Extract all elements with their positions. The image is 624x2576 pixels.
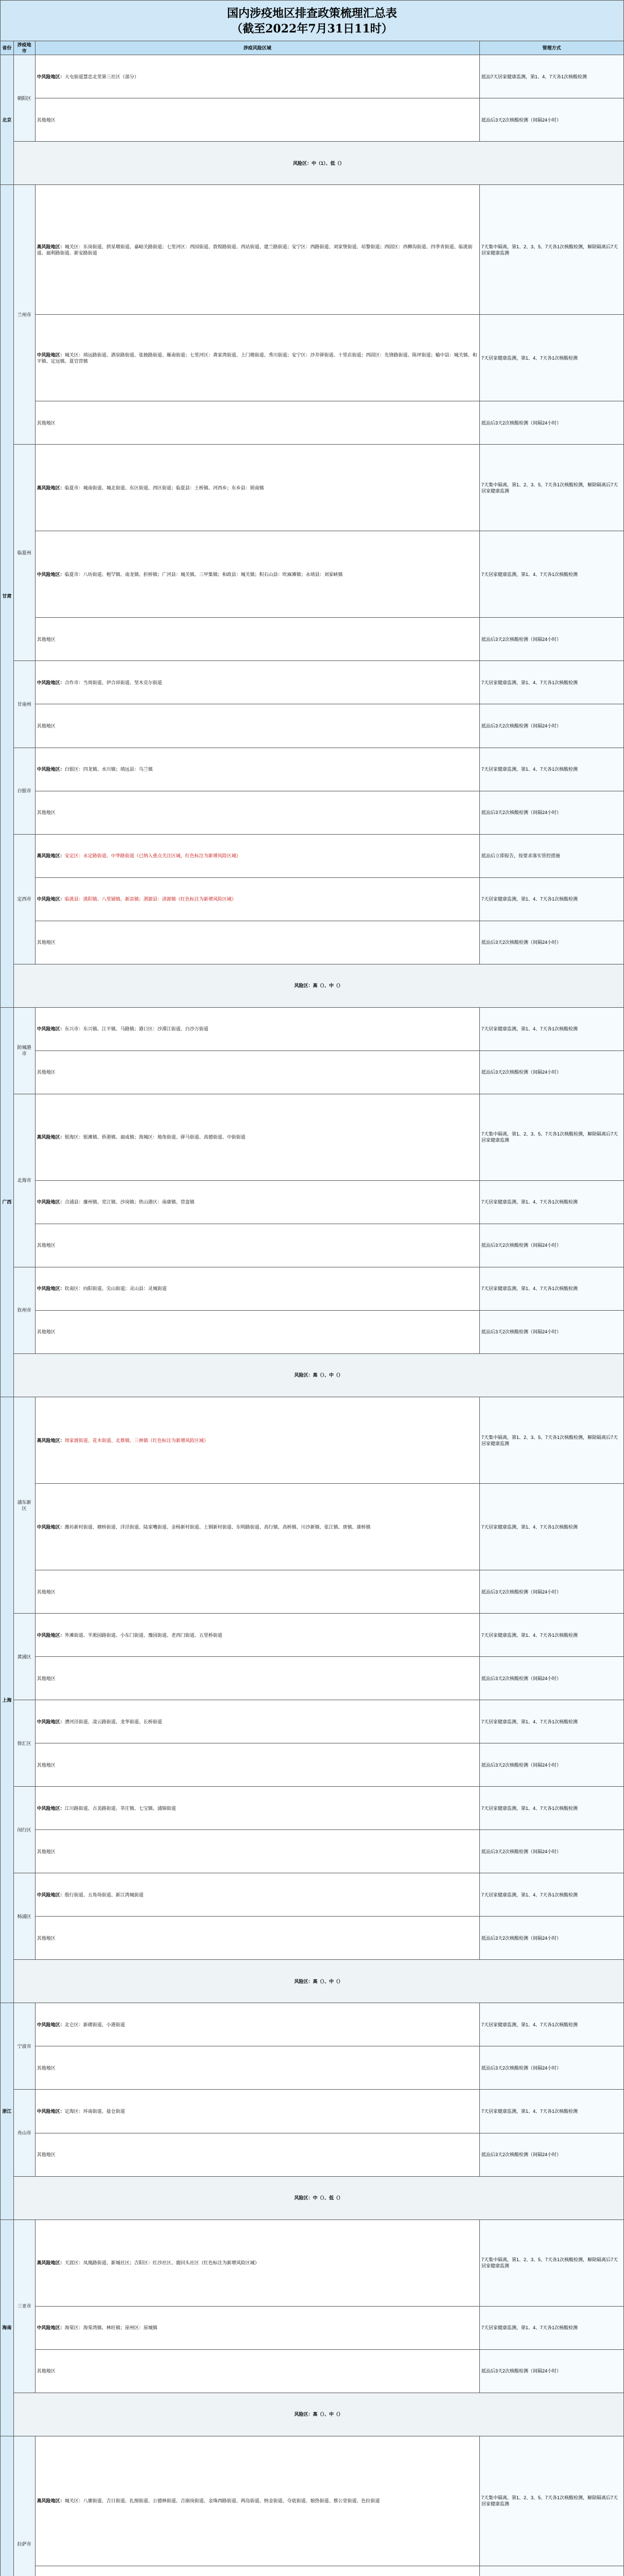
risk-area-text: 殷行街道、五角场街道、新江湾城街道	[64, 1892, 144, 1897]
table-row	[1, 315, 624, 401]
risk-level-label: 中风险地区：	[37, 571, 65, 577]
policy-cell: 7天居家健康监测，第1、4、7天各1次核酸检测	[479, 1180, 623, 1224]
risk-level-label: 中风险地区：	[37, 1026, 65, 1032]
city-cell: 兰州市	[13, 185, 35, 445]
risk-area-cell	[35, 98, 479, 142]
table-row	[1, 2046, 624, 2090]
table-row	[1, 185, 624, 315]
group-total-row	[1, 1353, 624, 1397]
risk-area-cell	[35, 2090, 479, 2133]
risk-level-label: 中风险地区：	[37, 1286, 65, 1292]
policy-cell: 7天集中隔离，第1、2、3、5、7天各1次核酸检测，解除隔离后7天居家健康监测	[479, 2436, 623, 2566]
risk-area-text: 其他地区	[37, 2368, 56, 2374]
risk-area-text: 其他地区	[37, 723, 56, 728]
risk-level-label: 中风险地区：	[37, 896, 65, 902]
title-block	[0, 0, 624, 41]
risk-area-cell	[35, 1917, 479, 1960]
risk-area-text: 其他地区	[37, 420, 56, 426]
group-total-row	[1, 2176, 624, 2219]
city-cell: 临夏州	[13, 445, 35, 661]
city-cell: 钦州市	[13, 1267, 35, 1353]
city-cell: 北海市	[13, 1094, 35, 1267]
policy-cell: 抵汕后3天2次核酸检测（间隔24小时）	[479, 921, 623, 964]
policy-cell: 抵汕后3天2次核酸检测（间隔24小时）	[479, 2046, 623, 2090]
table-body	[1, 55, 624, 2576]
risk-area-cell	[35, 1267, 479, 1310]
table-row	[1, 1787, 624, 1830]
risk-level-label: 中风险地区：	[37, 767, 65, 772]
group-total-cell: 风险区：高（）、中（）	[13, 1353, 623, 1397]
risk-area-cell	[35, 834, 479, 877]
table-row	[1, 1397, 624, 1483]
group-total-row	[1, 2393, 624, 2436]
policy-cell: 抵汕后3天2次核酸检测（间隔24小时）	[479, 2349, 623, 2393]
risk-area-text: 海棠区：海棠湾镇、林旺镇；崖州区：崖城镇	[64, 2325, 158, 2331]
table-row	[1, 921, 624, 964]
risk-area-cell	[35, 1873, 479, 1917]
city-cell: 舟山市	[13, 2090, 35, 2176]
city-cell: 甘南州	[13, 661, 35, 748]
policy-cell: 7天集中隔离，第1、2、3、5、7天各1次核酸检测，解除隔离后7天居家健康监测	[479, 2219, 623, 2306]
risk-area-cell	[35, 2133, 479, 2176]
table-row	[1, 98, 624, 142]
table-row	[1, 2133, 624, 2176]
risk-area-text: 北仑区：新碶街道、小港街道	[64, 2022, 125, 2027]
risk-area-cell	[35, 1743, 479, 1787]
province-cell: 浙江	[1, 2003, 14, 2219]
risk-area-text: 漕河泾街道、凌云路街道、龙华街道、长桥街道	[64, 1719, 162, 1724]
group-total-row	[1, 142, 624, 185]
policy-cell: 抵汕后3天2次核酸检测（间隔24小时）	[479, 791, 623, 834]
risk-area-text: 合作市：当周街道、伊合昂街道、坚木克尔街道	[64, 680, 162, 685]
risk-area-text: 临洮县：洮阳镇、八里铺镇、新添镇；渭源县：清源镇（红色标注为新增风险区域）	[64, 896, 236, 902]
risk-area-text: 城关区：八廓街道、吉日街道、扎细街道、公德林街道、吉崩岗街道、金珠西路街道、两岛街道、纳金街道、夺底街道、娘热街道、蔡公堂街道、色拉街道	[64, 2498, 380, 2504]
risk-area-text: 其他地区	[37, 1849, 56, 1854]
table-header-row	[1, 41, 624, 55]
policy-cell: 抵汕后3天2次核酸检测（间隔24小时）	[479, 98, 623, 142]
risk-level-label: 中风险地区：	[37, 2325, 65, 2331]
policy-cell: 7天居家健康监测，第1、4、7天各1次核酸检测	[479, 2306, 623, 2349]
risk-level-label: 高风险地区：	[37, 853, 65, 859]
table-row	[1, 834, 624, 877]
table-row	[1, 1007, 624, 1050]
group-total-cell: 风险区：中（1）、低（）	[13, 142, 623, 185]
policy-cell: 7天居家健康监测，第1、4、7天各1次核酸检测	[479, 1787, 623, 1830]
table-row	[1, 877, 624, 921]
table-row	[1, 704, 624, 748]
risk-area-cell	[35, 55, 479, 98]
city-cell: 白银市	[13, 748, 35, 834]
risk-area-text: 合浦县：廉州镇、党江镇、沙岗镇；铁山港区：南康镇、营盘镇	[64, 1199, 195, 1205]
policy-cell: 7天集中隔离，第1、2、3、5、7天各1次核酸检测，解除隔离后7天居家健康监测	[479, 445, 623, 531]
table-row	[1, 1873, 624, 1917]
risk-area-text: 东兴市：东兴镇、江平镇、马路镇；港口区：沙潭江街道、白沙万街道	[64, 1026, 209, 1032]
city-cell: 防城港市	[13, 1007, 35, 1094]
policy-cell: 7天集中隔离，第1、2、3、5、7天各1次核酸检测，解除隔离后7天居家健康监测	[479, 1094, 623, 1180]
table-row	[1, 2349, 624, 2393]
table-row	[1, 401, 624, 445]
risk-area-cell	[35, 445, 479, 531]
risk-level-label: 高风险地区：	[37, 244, 65, 249]
table-row	[1, 1180, 624, 1224]
policy-cell: 抵汕后3天2次核酸检测（间隔24小时）	[479, 704, 623, 748]
risk-area-text: 城关区：靖远路街道、酒泉路街道、张掖路街道、雁南街道；七里河区：龚家湾街道、土门墩街道、秀川街道；安宁区：沙井驿街道、十里店街道；西固区：先锋路街道、陈坪街道；榆中县：城关镇、和平镇、定远镇、夏官营镇	[37, 352, 477, 364]
risk-area-cell	[35, 618, 479, 661]
policy-cell: 抵汕后3天2次核酸检测（间隔24小时）	[479, 1310, 623, 1353]
city-cell: 朝阳区	[13, 55, 35, 142]
risk-area-text: 其他地区	[37, 1329, 56, 1335]
risk-level-label: 中风险地区：	[37, 2109, 65, 2114]
group-total-cell: 风险区：高（）、中（）	[13, 964, 623, 1007]
province-cell: 北京	[1, 55, 14, 185]
risk-area-cell	[35, 1657, 479, 1700]
risk-area-cell	[35, 2349, 479, 2393]
risk-area-cell	[35, 877, 479, 921]
risk-area-text: 安定区：永定路街道、中华路街道（已纳入重点关注区域，红色标注为新增风险区域）	[64, 853, 241, 859]
province-cell: 甘肃	[1, 185, 14, 1008]
city-cell: 徐汇区	[13, 1700, 35, 1787]
city-cell: 杨浦区	[13, 1873, 35, 1960]
risk-area-cell	[35, 921, 479, 964]
risk-area-text: 其他地区	[37, 810, 56, 816]
table-row	[1, 445, 624, 531]
policy-cell: 抵汕后3天2次核酸检测（间隔24小时）	[479, 2133, 623, 2176]
group-total-cell: 风险区：中（）、低（）	[13, 2176, 623, 2219]
province-cell: 上海	[1, 1397, 14, 2003]
risk-area-cell	[35, 1484, 479, 1570]
table-row	[1, 661, 624, 704]
risk-level-label: 中风险地区：	[37, 2022, 65, 2027]
group-total-row	[1, 1960, 624, 2003]
risk-area-text: 城关区：东岗街道、拱星墩街道、嘉峪关路街道；七里河区：西园街道、敦煌路街道、西站街道、建兰路街道；安宁区：西路街道、刘家堡街道、培黎街道；西固区：西柳沟街道、四季青街道、临洮街道、福利路街道、新安路街道	[37, 244, 473, 256]
risk-area-text: 其他地区	[37, 117, 56, 123]
policy-cell: 抵汕后3天2次核酸检测（间隔24小时）	[479, 1657, 623, 1700]
city-cell: 宁波市	[13, 2003, 35, 2090]
risk-level-label: 中风险地区：	[37, 1199, 65, 1205]
group-total-cell: 风险区：高（）、中（）	[13, 1960, 623, 2003]
table-row	[1, 1657, 624, 1700]
table-row	[1, 1094, 624, 1180]
table-row	[1, 531, 624, 618]
risk-area-cell	[35, 661, 479, 704]
risk-level-label: 高风险地区：	[37, 485, 65, 490]
risk-area-text: 临夏市：八坊街道、枹罕镇、南龙镇、折桥镇；广河县：城关镇、三甲集镇；和政县：城关镇；积石山县：吹麻滩镇；永靖县：刘家峡镇	[64, 571, 343, 577]
group-total-cell: 风险区：高（）、中（）	[13, 2393, 623, 2436]
city-cell: 黄浦区	[13, 1614, 35, 1700]
risk-area-cell	[35, 1180, 479, 1224]
province-cell	[1, 2436, 14, 2576]
header-city: 涉疫地市	[13, 41, 35, 55]
risk-area-text: 白银区：四龙镇、水川镇；靖远县：乌兰镇	[64, 767, 153, 772]
table-row	[1, 1700, 624, 1743]
risk-area-cell	[35, 1007, 479, 1050]
risk-area-text: 江川路街道、古美路街道、莘庄镇、七宝镇、浦锦街道	[64, 1805, 176, 1811]
risk-area-cell	[35, 1224, 479, 1267]
province-cell: 广西	[1, 1007, 14, 1397]
risk-area-text: 其他地区	[37, 1762, 56, 1768]
risk-area-cell	[35, 2003, 479, 2046]
policy-cell: 抵汕后3天2次核酸检测（间隔24小时）	[479, 401, 623, 445]
risk-area-cell	[35, 531, 479, 618]
risk-area-cell	[35, 2306, 479, 2349]
city-cell: 定西市	[13, 834, 35, 964]
risk-area-cell	[35, 1310, 479, 1353]
risk-area-cell	[35, 1570, 479, 1614]
policy-cell: 7天居家健康监测，第1、4、7天各1次核酸检测	[479, 315, 623, 401]
risk-area-text: 银海区：银滩镇、侨港镇、福成镇；海城区：地角街道、驿马街道、高德街道、中街街道	[64, 1134, 246, 1140]
table-row	[1, 618, 624, 661]
risk-level-label: 中风险地区：	[37, 1892, 65, 1897]
risk-level-label: 中风险地区：	[37, 352, 65, 358]
policy-cell: 抵汕后3天2次核酸检测（间隔24小时）	[479, 1224, 623, 1267]
city-cell: 拉萨市	[13, 2436, 35, 2576]
policy-cell: 抵汕后3天2次核酸检测（间隔24小时）	[479, 618, 623, 661]
risk-area-text: 钦南区：向阳街道、尖山街道；灵山县：灵城街道	[64, 1286, 167, 1292]
policy-cell: 抵汕后3天2次核酸检测（间隔24小时）	[479, 1570, 623, 1614]
risk-level-label: 高风险地区：	[37, 2498, 65, 2504]
risk-area-text: 其他地区	[37, 1675, 56, 1681]
city-cell: 三亚市	[13, 2219, 35, 2393]
table-row	[1, 1310, 624, 1353]
policy-cell: 7天居家健康监测，第1、4、7天各1次核酸检测	[479, 1007, 623, 1050]
policy-cell: 7天居家健康监测，第1、4、7天各1次核酸检测	[479, 1873, 623, 1917]
table-row	[1, 1743, 624, 1787]
policy-cell: 抵汕后3天2次核酸检测（间隔24小时）	[479, 1050, 623, 1094]
risk-level-label: 中风险地区：	[37, 680, 65, 685]
table-row	[1, 1484, 624, 1570]
policy-cell: 7天居家健康监测，第1、4、7天各1次核酸检测	[479, 2003, 623, 2046]
risk-level-label: 高风险地区：	[37, 2260, 65, 2266]
policy-cell: 7天居家健康监测，第1、4、7天各1次核酸检测	[479, 531, 623, 618]
risk-area-text: 周家渡街道、花木街道、北蔡镇、三林镇（红色标注为新增风险区域）	[64, 1437, 209, 1443]
table-row	[1, 2219, 624, 2306]
risk-area-text: 大屯街道慧忠北里第三社区（部分）	[64, 74, 139, 79]
risk-area-text: 潍坊新村街道、塘桥街道、洋泾街道、陆家嘴街道、金杨新村街道、上钢新村街道、东明路街道、高行镇、高桥镇、川沙新镇、张江镇、唐镇、康桥镇	[64, 1524, 371, 1530]
risk-area-text: 其他地区	[37, 1243, 56, 1248]
table-row	[1, 748, 624, 791]
risk-area-cell	[35, 315, 479, 401]
policy-cell: 7天集中隔离，第1、2、3、5、7天各1次核酸检测，解除隔离后7天居家健康监测	[479, 1397, 623, 1483]
risk-area-text: 其他地区	[37, 940, 56, 945]
risk-area-table	[0, 41, 624, 2576]
risk-area-cell	[35, 401, 479, 445]
page-subtitle-date: （截至2022年7月31日11时）	[231, 22, 393, 36]
policy-cell	[479, 2566, 623, 2576]
table-row	[1, 55, 624, 98]
risk-area-cell	[35, 1050, 479, 1094]
table-row	[1, 2566, 624, 2576]
risk-area-cell	[35, 185, 479, 315]
policy-cell: 7天居家健康监测，第1、4、7天各1次核酸检测	[479, 877, 623, 921]
table-row	[1, 1614, 624, 1657]
risk-area-text: 天涯区：凤凰路街道、新城社区；吉阳区：红沙社区、鹿回头社区（红色标注为新增风险区域）	[64, 2260, 259, 2266]
page-title: 国内涉疫地区排查政策梳理汇总表	[227, 7, 397, 20]
risk-level-label: 中风险地区：	[37, 1524, 65, 1530]
policy-cell: 抵汕后3天2次核酸检测（间隔24小时）	[479, 1917, 623, 1960]
policy-cell: 抵汕后3天2次核酸检测（间隔24小时）	[479, 1830, 623, 1873]
risk-area-cell	[35, 1094, 479, 1180]
risk-level-label: 中风险地区：	[37, 1719, 65, 1724]
table-row	[1, 1224, 624, 1267]
risk-area-cell	[35, 704, 479, 748]
policy-cell: 7天居家健康监测，第1、4、7天各1次核酸检测	[479, 1267, 623, 1310]
policy-cell: 7天居家健康监测，第1、4、7天各1次核酸检测	[479, 661, 623, 704]
risk-level-label: 中风险地区：	[37, 74, 65, 79]
province-cell: 海南	[1, 2219, 14, 2436]
table-row	[1, 791, 624, 834]
table-row	[1, 1570, 624, 1614]
risk-area-cell	[35, 2566, 479, 2576]
policy-cell: 7天居家健康监测，第1、4、7天各1次核酸检测	[479, 1484, 623, 1570]
policy-cell: 抵汕后3天2次核酸检测（间隔24小时）	[479, 1743, 623, 1787]
risk-area-text: 其他地区	[37, 1935, 56, 1941]
risk-area-text: 其他地区	[37, 2152, 56, 2158]
risk-level-label: 中风险地区：	[37, 1805, 65, 1811]
risk-area-text: 其他地区	[37, 1070, 56, 1075]
table-row	[1, 2436, 624, 2566]
table-row	[1, 2003, 624, 2046]
risk-area-cell	[35, 1614, 479, 1657]
header-policy: 管理方式	[479, 41, 623, 55]
table-row	[1, 1830, 624, 1873]
risk-area-text: 其他地区	[37, 2065, 56, 2071]
risk-area-cell	[35, 1830, 479, 1873]
risk-area-cell	[35, 748, 479, 791]
policy-cell: 7天居家健康监测，第1、4、7天各1次核酸检测	[479, 2090, 623, 2133]
risk-area-cell	[35, 1787, 479, 1830]
city-cell: 浦东新区	[13, 1397, 35, 1613]
policy-cell: 7天居家健康监测，第1、4、7天各1次核酸检测	[479, 1614, 623, 1657]
header-province: 省份	[1, 41, 14, 55]
table-row	[1, 2306, 624, 2349]
header-risk-area: 涉疫风险区域	[35, 41, 479, 55]
risk-level-label: 高风险地区：	[37, 1437, 65, 1443]
risk-area-cell	[35, 2046, 479, 2090]
risk-area-text: 临夏市：城南街道、城北街道、东区街道、西区街道；临夏县：土桥镇、河西乡；东乡县：锁南镇	[64, 485, 264, 490]
risk-area-cell	[35, 791, 479, 834]
risk-area-cell	[35, 1397, 479, 1483]
table-row	[1, 1267, 624, 1310]
table-row	[1, 2090, 624, 2133]
risk-area-text: 其他地区	[37, 636, 56, 642]
risk-area-text: 其他地区	[37, 1589, 56, 1595]
table-row	[1, 1050, 624, 1094]
risk-area-cell	[35, 2219, 479, 2306]
policy-cell: 7天居家健康监测，第1、4、7天各1次核酸检测	[479, 1700, 623, 1743]
table-row	[1, 1917, 624, 1960]
policy-cell: 7天集中隔离，第1、2、3、5、7天各1次核酸检测，解除隔离后7天居家健康监测	[479, 185, 623, 315]
risk-level-label: 中风险地区：	[37, 1632, 65, 1638]
policy-cell: 抵汕7天居家健康监测，第1、4、7天各1次核酸检测	[479, 55, 623, 98]
city-cell: 闵行区	[13, 1787, 35, 1873]
group-total-row	[1, 964, 624, 1007]
risk-area-text: 外滩街道、半淞园路街道、小东门街道、豫园街道、老西门街道、五里桥街道	[64, 1632, 222, 1638]
risk-area-text: 定海区：环南街道、盐仓街道	[64, 2109, 125, 2114]
policy-cell: 抵汕后立即报告，按要求落实管控措施	[479, 834, 623, 877]
risk-area-cell	[35, 2436, 479, 2566]
risk-level-label: 高风险地区：	[37, 1134, 65, 1140]
risk-area-cell	[35, 1700, 479, 1743]
policy-cell: 7天居家健康监测，第1、4、7天各1次核酸检测	[479, 748, 623, 791]
